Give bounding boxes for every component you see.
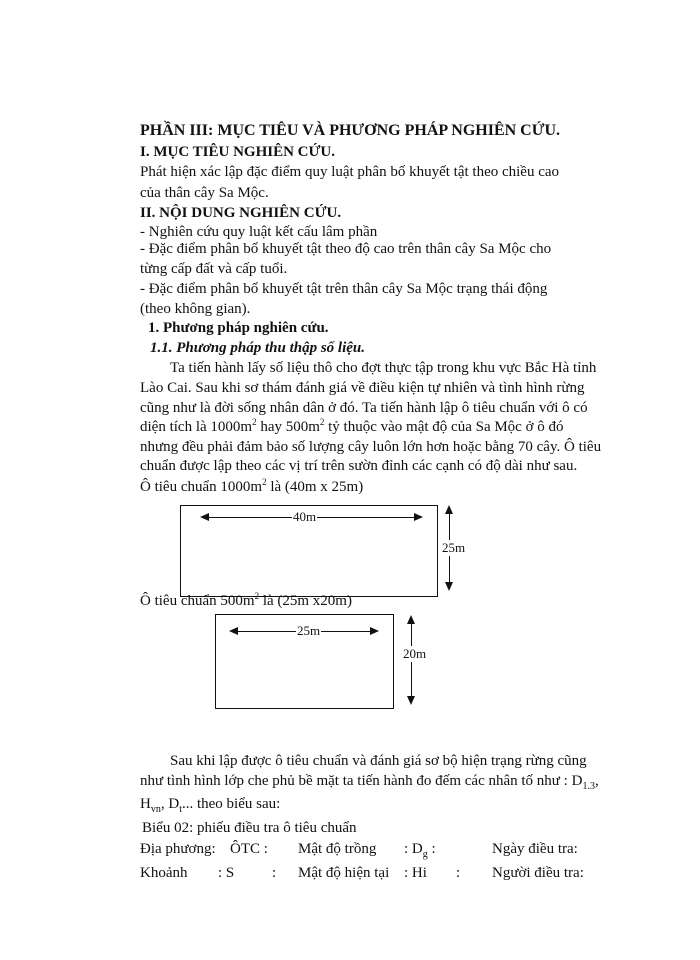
method-subheading: 1.1. Phương pháp thu thập số liệu. <box>150 340 366 356</box>
plot-1-caption: Ô tiêu chuẩn $1000m^2$ là (40m x 25m) <box>140 477 364 495</box>
form-r2-current-density: Mật độ hiện tại <box>298 865 390 881</box>
form-title: Biểu 02: phiếu điều tra ô tiêu chuẩn <box>142 820 357 836</box>
section-2-item-1: - Nghiên cứu quy luật kết cấu lâm phần <box>140 224 378 240</box>
method-para-line-6: chuẩn được lập theo các vị trí trên sườn đỉnh các cạnh có độ dài như sau. <box>140 458 578 474</box>
form-r2-s: : S <box>218 865 235 881</box>
section-1-line-1: Phát hiện xác lập đặc điểm quy luật phân bố khuyết tật theo chiều cao <box>140 164 560 180</box>
plot-2-height-label: 20m <box>403 646 427 661</box>
arrow-right-icon <box>414 513 423 521</box>
form-r1-plot: ÔTC : <box>230 841 268 857</box>
section-2-item-3b: (theo không gian). <box>140 301 251 317</box>
form-r2-colon-2: : <box>456 865 461 881</box>
section-1-line-2: của thân cây Sa Mộc. <box>140 185 269 201</box>
method-para-line-3: cũng như là đời sống nhân dân ở đó. Ta tiến hành lập ô tiêu chuẩn với ô có <box>140 400 588 416</box>
method-para-line-1: Ta tiến hành lấy số liệu thô cho đợt thực tập trong khu vực Bắc Hà tỉnh <box>170 360 597 376</box>
form-r1-planting-density: Mật độ trồng <box>298 841 377 857</box>
form-r1-location: Địa phương: <box>140 841 216 857</box>
form-r2-block: Khoảnh <box>140 865 188 881</box>
form-r2-hi: : Hi <box>404 865 427 881</box>
arrow-left-icon <box>229 627 238 635</box>
arrow-up-icon <box>407 615 415 624</box>
section-2-item-3a: - Đặc điểm phân bố khuyết tật trên thân cây Sa Mộc trạng thái động <box>140 281 548 297</box>
form-r1-dg: : $D_g$ : <box>404 841 436 860</box>
form-r2-colon: : <box>272 865 277 881</box>
method-para-line-5: nhưng đều phải đảm bảo số lượng cây luôn lớn hơn hoặc bằng 70 cây. Ô tiêu <box>140 439 602 455</box>
method-para-line-4: diện tích là $1000m^2$ hay $500m^2$ tỷ thuộc vào mật độ của Sa Mộc ở ô đó <box>140 417 564 435</box>
plot-2-width-label: 25m <box>297 623 321 638</box>
plot-1-height-label: 25m <box>442 540 466 555</box>
form-r1-survey-date: Ngày điều tra: <box>492 841 578 857</box>
after-para-line-3: $H_{vn}$, $D_t$... theo biểu sau: <box>140 796 281 815</box>
after-para-line-2: như tình hình lớp che phủ bề mặt ta tiến hành đo đếm các nhân tố như : $D_{1.3}$, <box>140 773 599 792</box>
arrow-left-icon <box>200 513 209 521</box>
section-2-heading: II. NỘI DUNG NGHIÊN CỨU. <box>140 205 342 221</box>
section-2-item-2a: - Đặc điểm phân bố khuyết tật theo độ cao trên thân cây Sa Mộc cho <box>140 241 552 257</box>
method-para-line-2: Lào Cai. Sau khi sơ thám đánh giá về điều kiện tự nhiên và tình hình rừng <box>140 380 585 396</box>
arrow-down-icon <box>445 582 453 591</box>
plot-1-width-label: 40m <box>293 509 317 524</box>
form-r2-surveyor: Người điều tra: <box>492 865 584 881</box>
plot-2-caption: Ô tiêu chuẩn $500m^2$ là (25m x20m) <box>140 591 352 609</box>
arrow-up-icon <box>445 505 453 514</box>
section-2-item-2b: từng cấp đất và cấp tuổi. <box>140 261 288 277</box>
part-title: PHẦN III: MỤC TIÊU VÀ PHƯƠNG PHÁP NGHIÊN CỨU. <box>140 122 561 139</box>
arrow-down-icon <box>407 696 415 705</box>
arrow-right-icon <box>370 627 379 635</box>
after-para-line-1: Sau khi lập được ô tiêu chuẩn và đánh giá sơ bộ hiện trạng rừng cũng <box>170 753 587 769</box>
method-heading: 1. Phương pháp nghiên cứu. <box>148 320 329 336</box>
section-1-heading: I. MỤC TIÊU NGHIÊN CỨU. <box>140 144 336 160</box>
